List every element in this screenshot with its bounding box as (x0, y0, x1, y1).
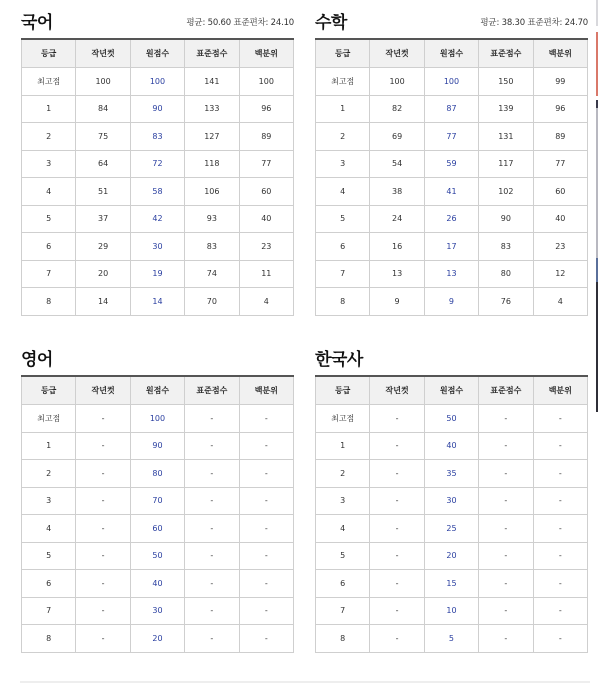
last-year-cut-cell: 84 (76, 95, 130, 123)
percentile-cell: 77 (533, 150, 587, 178)
panel-title: 한국사 (315, 350, 363, 370)
standard-score-cell: 127 (185, 123, 239, 151)
table-row (316, 205, 588, 233)
percentile-cell: 60 (533, 178, 587, 206)
raw-score-cell: 20 (424, 542, 478, 570)
raw-score-cell: 40 (130, 570, 184, 598)
grade-cell: 2 (316, 460, 370, 488)
column-header: 원점수 (424, 39, 478, 68)
column-header: 표준점수 (185, 39, 239, 68)
table-row (316, 597, 588, 625)
raw-score-cell: 5 (424, 625, 478, 653)
grade-cell: 5 (316, 205, 370, 233)
percentile-cell: - (533, 460, 587, 488)
column-header: 작년컷 (370, 39, 424, 68)
column-header: 표준점수 (185, 376, 239, 405)
raw-score-cell: 72 (130, 150, 184, 178)
grade-cell: 최고점 (22, 68, 76, 96)
panel-header (21, 345, 294, 375)
table-row (316, 288, 588, 316)
panel-stats: 평균: 38.30 표준편차: 24.70 (480, 18, 588, 28)
table-row (316, 233, 588, 261)
panel-header (21, 8, 294, 38)
table-row (22, 597, 294, 625)
table-row (316, 460, 588, 488)
last-year-cut-cell: - (370, 460, 424, 488)
standard-score-cell: - (185, 597, 239, 625)
last-year-cut-cell: - (370, 597, 424, 625)
grade-table (315, 38, 588, 316)
edge-segment-gray (596, 0, 598, 26)
standard-score-cell: - (185, 625, 239, 653)
raw-score-cell: 15 (424, 570, 478, 598)
standard-score-cell: - (185, 487, 239, 515)
standard-score-cell: 118 (185, 150, 239, 178)
percentile-cell: 23 (533, 233, 587, 261)
grade-table (315, 375, 588, 653)
column-header: 등급 (22, 376, 76, 405)
standard-score-cell: 150 (479, 68, 533, 96)
grade-cell: 최고점 (316, 68, 370, 96)
percentile-cell: - (533, 597, 587, 625)
standard-score-cell: 74 (185, 260, 239, 288)
last-year-cut-cell: 100 (370, 68, 424, 96)
standard-score-cell: - (479, 487, 533, 515)
last-year-cut-cell: - (370, 405, 424, 433)
percentile-cell: - (533, 405, 587, 433)
percentile-cell: - (239, 405, 293, 433)
table-header-row (22, 39, 294, 68)
raw-score-cell: 50 (130, 542, 184, 570)
column-header: 표준점수 (479, 39, 533, 68)
last-year-cut-cell: 16 (370, 233, 424, 261)
last-year-cut-cell: - (76, 625, 130, 653)
standard-score-cell: - (479, 432, 533, 460)
column-header: 작년컷 (370, 376, 424, 405)
percentile-cell: 23 (239, 233, 293, 261)
percentile-cell: - (533, 625, 587, 653)
table-row (316, 150, 588, 178)
edge-segment-red (596, 32, 598, 96)
table-row (22, 405, 294, 433)
column-header: 백분위 (533, 376, 587, 405)
column-header: 표준점수 (479, 376, 533, 405)
grade-table (21, 375, 294, 653)
last-year-cut-cell: - (76, 515, 130, 543)
table-row (316, 515, 588, 543)
raw-score-cell: 77 (424, 123, 478, 151)
table-row (316, 68, 588, 96)
standard-score-cell: - (185, 542, 239, 570)
grade-cell: 최고점 (316, 405, 370, 433)
last-year-cut-cell: - (370, 515, 424, 543)
percentile-cell: - (239, 460, 293, 488)
standard-score-cell: 141 (185, 68, 239, 96)
percentile-cell: 89 (239, 123, 293, 151)
column-header: 원점수 (130, 39, 184, 68)
grade-cell: 5 (22, 205, 76, 233)
table-header-row (22, 376, 294, 405)
table-row (22, 95, 294, 123)
grade-cell: 3 (22, 487, 76, 515)
column-header: 등급 (316, 376, 370, 405)
percentile-cell: - (239, 432, 293, 460)
grade-cell: 1 (22, 432, 76, 460)
table-row (22, 288, 294, 316)
percentile-cell: - (239, 487, 293, 515)
table-row (22, 68, 294, 96)
panel-title: 수학 (315, 13, 347, 33)
standard-score-cell: 133 (185, 95, 239, 123)
last-year-cut-cell: 64 (76, 150, 130, 178)
table-row (316, 260, 588, 288)
grade-cell: 5 (316, 542, 370, 570)
grade-cell: 6 (22, 233, 76, 261)
last-year-cut-cell: - (76, 597, 130, 625)
edge-segment-blue (596, 258, 598, 282)
percentile-cell: - (239, 515, 293, 543)
grade-cell: 7 (316, 597, 370, 625)
table-row (22, 542, 294, 570)
grade-cell: 7 (316, 260, 370, 288)
raw-score-cell: 30 (130, 597, 184, 625)
last-year-cut-cell: 29 (76, 233, 130, 261)
panel-korean (21, 8, 294, 316)
percentile-cell: - (239, 597, 293, 625)
edge-segment-dark-2 (596, 282, 598, 412)
raw-score-cell: 17 (424, 233, 478, 261)
standard-score-cell: - (479, 405, 533, 433)
column-header: 등급 (22, 39, 76, 68)
panel-math (315, 8, 588, 316)
grade-cell: 6 (22, 570, 76, 598)
grade-cell: 2 (316, 123, 370, 151)
raw-score-cell: 13 (424, 260, 478, 288)
percentile-cell: 4 (239, 288, 293, 316)
column-header: 작년컷 (76, 376, 130, 405)
raw-score-cell: 26 (424, 205, 478, 233)
grade-cell: 8 (316, 288, 370, 316)
standard-score-cell: - (185, 515, 239, 543)
edge-segment-dark (596, 100, 598, 108)
percentile-cell: 96 (239, 95, 293, 123)
table-header-row (316, 376, 588, 405)
raw-score-cell: 60 (130, 515, 184, 543)
standard-score-cell: - (479, 515, 533, 543)
percentile-cell: 40 (533, 205, 587, 233)
last-year-cut-cell: 37 (76, 205, 130, 233)
standard-score-cell: 80 (479, 260, 533, 288)
table-row (22, 178, 294, 206)
standard-score-cell: - (185, 460, 239, 488)
table-row (22, 487, 294, 515)
last-year-cut-cell: 24 (370, 205, 424, 233)
percentile-cell: - (533, 570, 587, 598)
last-year-cut-cell: 69 (370, 123, 424, 151)
grade-cell: 1 (22, 95, 76, 123)
standard-score-cell: - (479, 625, 533, 653)
raw-score-cell: 35 (424, 460, 478, 488)
standard-score-cell: 139 (479, 95, 533, 123)
column-header: 백분위 (239, 376, 293, 405)
table-row (316, 542, 588, 570)
raw-score-cell: 42 (130, 205, 184, 233)
percentile-cell: - (533, 542, 587, 570)
standard-score-cell: 90 (479, 205, 533, 233)
raw-score-cell: 59 (424, 150, 478, 178)
last-year-cut-cell: 51 (76, 178, 130, 206)
table-row (22, 515, 294, 543)
column-header: 원점수 (424, 376, 478, 405)
table-row (22, 123, 294, 151)
standard-score-cell: - (185, 432, 239, 460)
grade-cell: 7 (22, 260, 76, 288)
table-row (22, 150, 294, 178)
grade-cell: 3 (316, 150, 370, 178)
percentile-cell: - (239, 625, 293, 653)
standard-score-cell: 131 (479, 123, 533, 151)
table-row (22, 233, 294, 261)
grade-cell: 1 (316, 432, 370, 460)
grade-table (21, 38, 294, 316)
percentile-cell: - (533, 515, 587, 543)
grade-cell: 1 (316, 95, 370, 123)
grade-cell: 8 (22, 288, 76, 316)
percentile-cell: 77 (239, 150, 293, 178)
raw-score-cell: 19 (130, 260, 184, 288)
percentile-cell: - (533, 432, 587, 460)
table-row (22, 625, 294, 653)
raw-score-cell: 30 (424, 487, 478, 515)
grade-cell: 3 (22, 150, 76, 178)
standard-score-cell: - (479, 597, 533, 625)
column-header: 등급 (316, 39, 370, 68)
table-row (22, 205, 294, 233)
standard-score-cell: 106 (185, 178, 239, 206)
last-year-cut-cell: - (76, 542, 130, 570)
raw-score-cell: 83 (130, 123, 184, 151)
percentile-cell: 12 (533, 260, 587, 288)
percentile-cell: 11 (239, 260, 293, 288)
table-row (22, 432, 294, 460)
panel-header (315, 345, 588, 375)
table-header-row (316, 39, 588, 68)
standard-score-cell: 117 (479, 150, 533, 178)
percentile-cell: 96 (533, 95, 587, 123)
standard-score-cell: 76 (479, 288, 533, 316)
table-row (316, 405, 588, 433)
column-header: 백분위 (533, 39, 587, 68)
last-year-cut-cell: 38 (370, 178, 424, 206)
table-row (316, 487, 588, 515)
table-row (22, 260, 294, 288)
table-row (316, 625, 588, 653)
table-row (316, 123, 588, 151)
raw-score-cell: 41 (424, 178, 478, 206)
grade-cell: 7 (22, 597, 76, 625)
percentile-cell: 100 (239, 68, 293, 96)
standard-score-cell: - (185, 570, 239, 598)
standard-score-cell: 70 (185, 288, 239, 316)
panel-korean-history (315, 345, 588, 653)
table-row (316, 432, 588, 460)
standard-score-cell: 83 (479, 233, 533, 261)
column-header: 원점수 (130, 376, 184, 405)
raw-score-cell: 90 (130, 95, 184, 123)
last-year-cut-cell: 20 (76, 260, 130, 288)
standard-score-cell: 93 (185, 205, 239, 233)
last-year-cut-cell: - (370, 432, 424, 460)
last-year-cut-cell: - (370, 542, 424, 570)
grade-cell: 최고점 (22, 405, 76, 433)
table-row (316, 95, 588, 123)
raw-score-cell: 90 (130, 432, 184, 460)
grade-cell: 8 (22, 625, 76, 653)
last-year-cut-cell: - (370, 570, 424, 598)
grade-cell: 4 (22, 515, 76, 543)
last-year-cut-cell: 14 (76, 288, 130, 316)
standard-score-cell: - (479, 570, 533, 598)
last-year-cut-cell: 9 (370, 288, 424, 316)
last-year-cut-cell: 13 (370, 260, 424, 288)
percentile-cell: - (533, 487, 587, 515)
percentile-cell: 4 (533, 288, 587, 316)
raw-score-cell: 25 (424, 515, 478, 543)
raw-score-cell: 80 (130, 460, 184, 488)
raw-score-cell: 9 (424, 288, 478, 316)
grade-cell: 4 (22, 178, 76, 206)
table-row (316, 570, 588, 598)
last-year-cut-cell: 82 (370, 95, 424, 123)
grade-cell: 5 (22, 542, 76, 570)
raw-score-cell: 100 (424, 68, 478, 96)
grade-cell: 3 (316, 487, 370, 515)
table-row (22, 460, 294, 488)
last-year-cut-cell: - (370, 487, 424, 515)
edge-segment-gray-2 (596, 108, 598, 258)
last-year-cut-cell: 75 (76, 123, 130, 151)
percentile-cell: 89 (533, 123, 587, 151)
panel-stats: 평균: 50.60 표준편차: 24.10 (186, 18, 294, 28)
grade-cell: 6 (316, 570, 370, 598)
last-year-cut-cell: - (76, 570, 130, 598)
standard-score-cell: - (479, 542, 533, 570)
last-year-cut-cell: - (76, 432, 130, 460)
percentile-cell: 40 (239, 205, 293, 233)
column-header: 백분위 (239, 39, 293, 68)
raw-score-cell: 20 (130, 625, 184, 653)
percentile-cell: 60 (239, 178, 293, 206)
raw-score-cell: 14 (130, 288, 184, 316)
grade-cell: 6 (316, 233, 370, 261)
table-row (22, 570, 294, 598)
last-year-cut-cell: - (76, 405, 130, 433)
raw-score-cell: 87 (424, 95, 478, 123)
panel-header (315, 8, 588, 38)
last-year-cut-cell: - (76, 487, 130, 515)
grade-cell: 4 (316, 515, 370, 543)
raw-score-cell: 50 (424, 405, 478, 433)
grade-cell: 2 (22, 460, 76, 488)
raw-score-cell: 58 (130, 178, 184, 206)
raw-score-cell: 100 (130, 405, 184, 433)
panel-title: 영어 (21, 350, 53, 370)
raw-score-cell: 70 (130, 487, 184, 515)
table-row (316, 178, 588, 206)
raw-score-cell: 40 (424, 432, 478, 460)
raw-score-cell: 30 (130, 233, 184, 261)
last-year-cut-cell: 100 (76, 68, 130, 96)
side-scroll-strip[interactable] (596, 0, 600, 683)
last-year-cut-cell: - (76, 460, 130, 488)
column-header: 작년컷 (76, 39, 130, 68)
grade-cell: 4 (316, 178, 370, 206)
last-year-cut-cell: 54 (370, 150, 424, 178)
standard-score-cell: 102 (479, 178, 533, 206)
percentile-cell: - (239, 570, 293, 598)
raw-score-cell: 10 (424, 597, 478, 625)
standard-score-cell: 83 (185, 233, 239, 261)
panel-english (21, 345, 294, 653)
grade-cell: 2 (22, 123, 76, 151)
panel-title: 국어 (21, 13, 53, 33)
grade-cell: 8 (316, 625, 370, 653)
standard-score-cell: - (479, 460, 533, 488)
last-year-cut-cell: - (370, 625, 424, 653)
standard-score-cell: - (185, 405, 239, 433)
percentile-cell: - (239, 542, 293, 570)
percentile-cell: 99 (533, 68, 587, 96)
raw-score-cell: 100 (130, 68, 184, 96)
